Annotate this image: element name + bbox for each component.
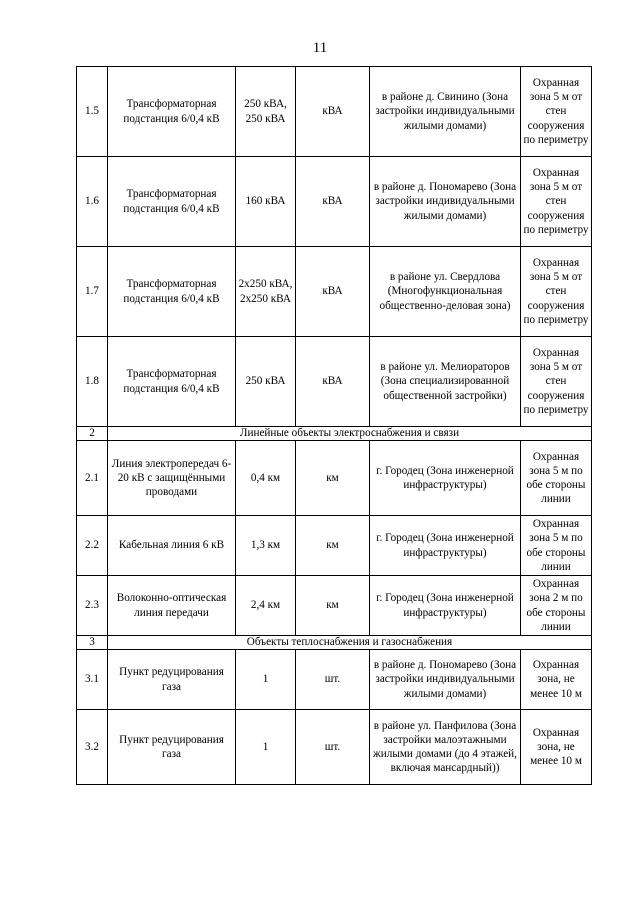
section-row xyxy=(77,427,592,441)
object-unit: шт. xyxy=(296,710,370,785)
object-location: в районе ул. Свердлова (Многофункциональная общественно-деловая зона) xyxy=(370,247,521,337)
table-row xyxy=(77,650,592,710)
object-unit: кВА xyxy=(296,157,370,247)
object-unit: км xyxy=(296,441,370,516)
protection-zone: Охранная зона 2 м по обе стороны линии xyxy=(521,576,592,636)
protection-zone: Охранная зона 5 м по обе стороны линии xyxy=(521,441,592,516)
object-location: г. Городец (Зона инженерной инфраструктуры) xyxy=(370,576,521,636)
protection-zone: Охранная зона, не менее 10 м xyxy=(521,650,592,710)
table-row xyxy=(77,337,592,427)
page-number: 11 xyxy=(312,40,328,56)
row-number: 3.2 xyxy=(77,710,108,785)
object-capacity: 2,4 км xyxy=(236,576,296,636)
section-number: 3 xyxy=(77,636,108,650)
protection-zone: Охранная зона, не менее 10 м xyxy=(521,710,592,785)
object-capacity: 0,4 км xyxy=(236,441,296,516)
table-row xyxy=(77,157,592,247)
protection-zone: Охранная зона 5 м от стен сооружения по периметру xyxy=(521,67,592,157)
table-row xyxy=(77,441,592,516)
object-unit: шт. xyxy=(296,650,370,710)
object-unit: кВА xyxy=(296,67,370,157)
object-capacity: 2х250 кВА, 2х250 кВА xyxy=(236,247,296,337)
object-location: в районе ул. Мелиораторов (Зона специализированной общественной застройки) xyxy=(370,337,521,427)
protection-zone: Охранная зона 5 м от стен сооружения по периметру xyxy=(521,157,592,247)
object-name: Кабельная линия 6 кВ xyxy=(108,516,236,576)
object-name: Трансформаторная подстанция 6/0,4 кВ xyxy=(108,247,236,337)
section-title: Линейные объекты электроснабжения и связи xyxy=(108,427,592,441)
section-title: Объекты теплоснабжения и газоснабжения xyxy=(108,636,592,650)
protection-zone: Охранная зона 5 м от стен сооружения по периметру xyxy=(521,337,592,427)
section-row xyxy=(77,636,592,650)
table-row xyxy=(77,710,592,785)
row-number: 2.1 xyxy=(77,441,108,516)
row-number: 1.7 xyxy=(77,247,108,337)
object-unit: км xyxy=(296,576,370,636)
object-name: Пункт редуцирования газа xyxy=(108,650,236,710)
row-number: 3.1 xyxy=(77,650,108,710)
object-name: Пункт редуцирования газа xyxy=(108,710,236,785)
object-location: в районе ул. Панфилова (Зона застройки малоэтажными жилыми домами (до 4 этажей, включая мансардный)) xyxy=(370,710,521,785)
object-unit: кВА xyxy=(296,247,370,337)
row-number: 2.3 xyxy=(77,576,108,636)
object-capacity: 1 xyxy=(236,650,296,710)
object-name: Волоконно-оптическая линия передачи xyxy=(108,576,236,636)
object-name: Трансформаторная подстанция 6/0,4 кВ xyxy=(108,157,236,247)
object-capacity: 250 кВА xyxy=(236,337,296,427)
object-capacity: 250 кВА, 250 кВА xyxy=(236,67,296,157)
row-number: 1.6 xyxy=(77,157,108,247)
object-name: Линия электропередач 6-20 кВ с защищёнными проводами xyxy=(108,441,236,516)
object-location: в районе д. Свинино (Зона застройки индивидуальными жилыми домами) xyxy=(370,67,521,157)
object-name: Трансформаторная подстанция 6/0,4 кВ xyxy=(108,67,236,157)
row-number: 1.5 xyxy=(77,67,108,157)
protection-zone: Охранная зона 5 м от стен сооружения по периметру xyxy=(521,247,592,337)
table-row xyxy=(77,247,592,337)
table-row xyxy=(77,67,592,157)
object-location: в районе д. Пономарево (Зона застройки индивидуальными жилыми домами) xyxy=(370,157,521,247)
objects-table xyxy=(76,66,592,785)
object-name: Трансформаторная подстанция 6/0,4 кВ xyxy=(108,337,236,427)
row-number: 1.8 xyxy=(77,337,108,427)
section-number: 2 xyxy=(77,427,108,441)
object-capacity: 1,3 км xyxy=(236,516,296,576)
object-capacity: 160 кВА xyxy=(236,157,296,247)
object-location: г. Городец (Зона инженерной инфраструктуры) xyxy=(370,516,521,576)
object-unit: км xyxy=(296,516,370,576)
table-row xyxy=(77,516,592,576)
object-location: в районе д. Пономарево (Зона застройки индивидуальными жилыми домами) xyxy=(370,650,521,710)
object-unit: кВА xyxy=(296,337,370,427)
object-capacity: 1 xyxy=(236,710,296,785)
table-row xyxy=(77,576,592,636)
row-number: 2.2 xyxy=(77,516,108,576)
object-location: г. Городец (Зона инженерной инфраструктуры) xyxy=(370,441,521,516)
protection-zone: Охранная зона 5 м по обе стороны линии xyxy=(521,516,592,576)
